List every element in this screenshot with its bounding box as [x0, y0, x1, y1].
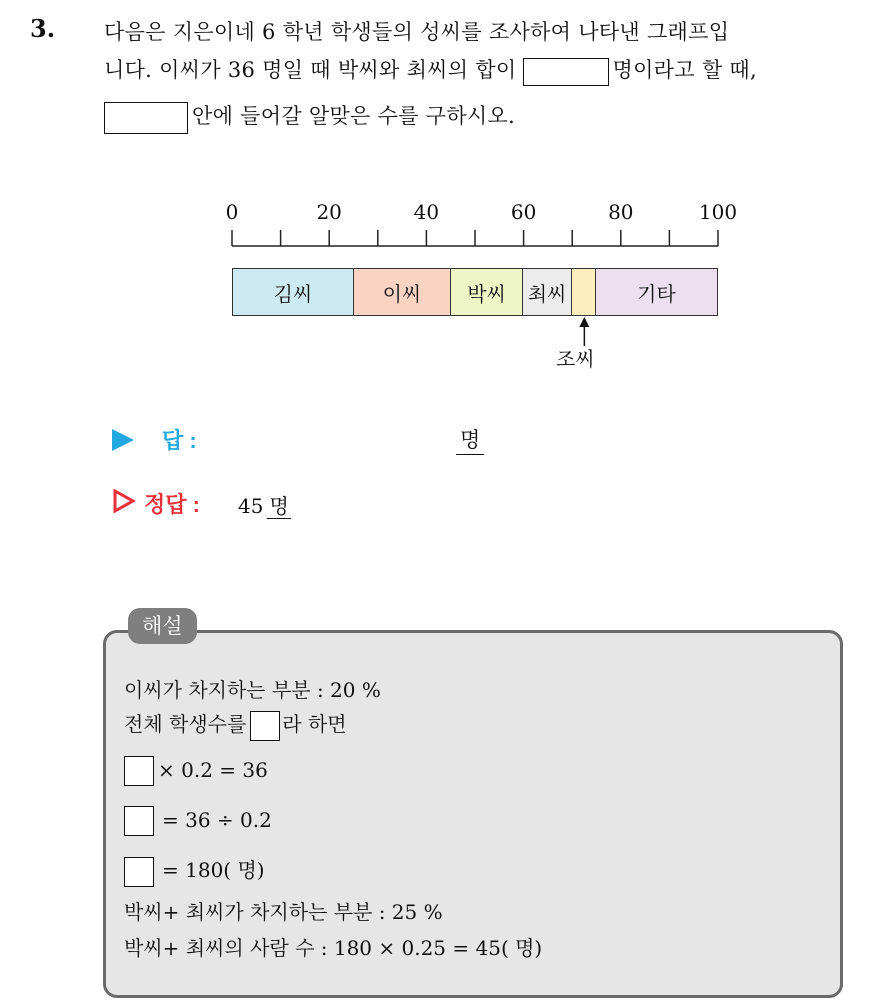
solution-line-2-pre: 전체 학생수를	[124, 712, 247, 736]
question-number: 3.	[30, 14, 56, 43]
pointer-label: 조씨	[556, 347, 595, 371]
scale-tick-label: 20	[316, 200, 342, 224]
question-line-3-text: 안에 들어갈 알맞은 수를 구하시오.	[192, 104, 516, 128]
pointer-arrow-head	[579, 317, 589, 327]
solution-line-1: 이씨가 차지하는 부분 : 20 %	[124, 678, 381, 702]
solution-line-2-post: 라 하면	[282, 712, 347, 736]
scale-tick-label: 80	[608, 200, 634, 224]
answer-row	[112, 424, 197, 455]
percentage-scale	[0, 0, 884, 400]
correct-answer-number: 45	[238, 494, 264, 518]
bar-segment: 기타	[596, 269, 717, 315]
unknown-box	[250, 711, 280, 741]
answer-unit: 명	[456, 424, 484, 455]
correct-answer-value	[238, 490, 291, 519]
question-line-2-pre: 니다. 이씨가 36 명일 때 박씨와 최씨의 합이	[104, 58, 517, 82]
solution-line-3-text: × 0.2 = 36	[158, 757, 268, 782]
outline-triangle-icon	[112, 489, 136, 518]
bar-segment: 이씨	[354, 269, 451, 315]
correct-answer-unit: 명	[269, 494, 289, 518]
solution-line-2	[124, 708, 347, 741]
bar-segment: 김씨	[233, 269, 354, 315]
unknown-box	[124, 756, 154, 786]
unknown-box	[124, 806, 154, 836]
solution-line-4-text: = 36 ÷ 0.2	[162, 807, 272, 832]
question-line-1: 다음은 지은이네 6 학년 학생들의 성씨를 조사하여 나타낸 그래프입	[104, 20, 730, 44]
solution-tag: 해설	[128, 608, 197, 644]
answer-label: 답 :	[162, 428, 197, 453]
stacked-bar	[232, 268, 718, 316]
correct-answer-label: 정답 :	[144, 492, 200, 517]
solution-line-7: 박씨+ 최씨의 사람 수 : 180 × 0.25 = 45( 명)	[124, 936, 543, 960]
correct-answer-row	[112, 488, 200, 519]
solution-line-5	[124, 854, 265, 887]
solution-line-6: 박씨+ 최씨가 차지하는 부분 : 25 %	[124, 900, 443, 924]
solution-line-3	[124, 756, 268, 786]
scale-tick-label: 40	[413, 200, 440, 224]
scale-tick-label: 100	[698, 200, 738, 224]
scale-tick-label: 0	[225, 200, 239, 224]
bar-segment	[572, 269, 596, 315]
scale-tick-label: 60	[510, 200, 537, 224]
bar-segment: 박씨	[451, 269, 524, 315]
question-line-2-post: 명이라고 할 때,	[612, 58, 757, 82]
solution-line-5-text: = 180( 명)	[162, 858, 265, 882]
unknown-box	[124, 857, 154, 887]
bar-segment: 최씨	[523, 269, 571, 315]
play-triangle-icon	[112, 429, 134, 451]
solution-line-4	[124, 806, 272, 836]
